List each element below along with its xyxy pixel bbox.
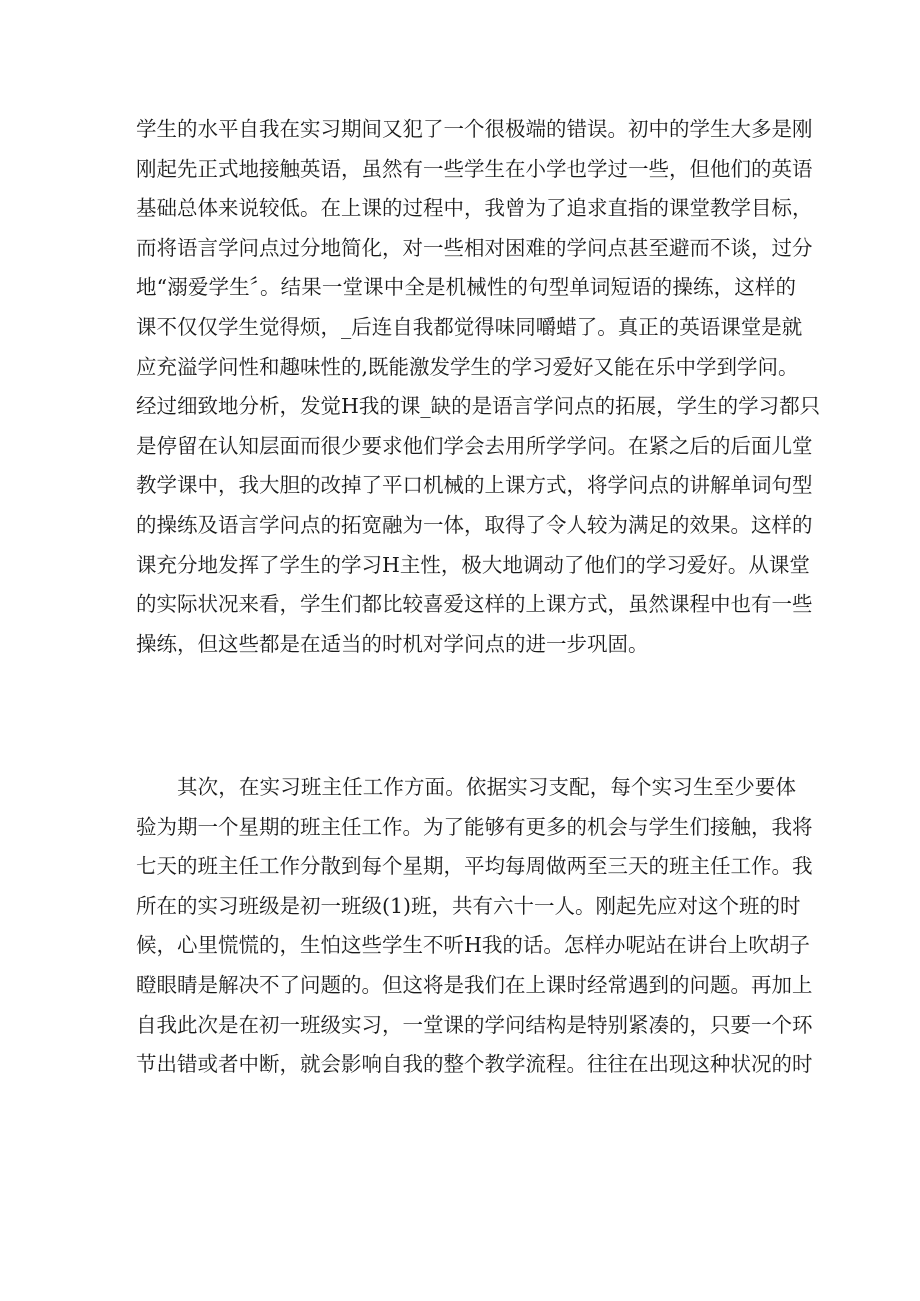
paragraph-2 <box>136 768 813 1085</box>
paragraph-1-line: 的实际状况来看，学生们都比较喜爱这样的上课方式，虽然课程中也有一些 <box>136 592 813 617</box>
paragraph-2-line: 自我此次是在初一班级实习，一堂课的学问结构是特别紧凑的，只要一个环 <box>136 1012 813 1037</box>
paragraph-1-line: 而将语言学问点过分地简化，对一些相对困难的学问点甚至避而不谈，过分 <box>136 235 813 260</box>
paragraph-1 <box>136 110 821 664</box>
paragraph-1-line: 地“溺爱学生〞。结果一堂课中全是机械性的句型单词短语的操练，这样的 <box>136 275 796 300</box>
paragraph-1-line: 经过细致地分析，发觉H我的课_缺的是语言学问点的拓展，学生的学习都只 <box>136 394 821 419</box>
paragraph-2-line: 其次，在实习班主任工作方面。依据实习支配，每个实习生至少要体 <box>177 775 796 799</box>
paragraph-1-line: 教学课中，我大胆的改掉了平口机械的上课方式，将学问点的讲解单词句型 <box>136 473 813 498</box>
paragraph-1-line: 基础总体来说较低。在上课的过程中，我曾为了追求直指的课堂教学目标， <box>136 196 813 221</box>
paragraph-1-line: 操练，但这些都是在适当的时机对学问点的进一步巩固。 <box>136 631 649 656</box>
paragraph-2-line: 验为期一个星期的班主任工作。为了能够有更多的机会与学生们接触，我将 <box>136 814 813 839</box>
paragraph-2-line: 七天的班主任工作分散到每个星期，平均每周做两至三天的班主任工作。我 <box>136 854 813 879</box>
paragraph-1-line: 是停留在认知层面而很少要求他们学会去用所学学问。在紧之后的后面儿堂 <box>136 433 813 458</box>
paragraph-1-line: 课充分地发挥了学生的学习H主性，极大地调动了他们的学习爱好。从课堂 <box>136 552 810 577</box>
paragraph-1-line: 课不仅仅学生觉得烦，_后连自我都觉得味同嚼蜡了。真正的英语课堂是就 <box>136 314 803 339</box>
paragraph-1-line: 应充溢学问性和趣味性的,既能激发学生的学习爱好又能在乐中学到学问。 <box>136 354 799 379</box>
paragraph-2-line: 所在的实习班级是初一班级(1)班，共有六十一人。刚起先应对这个班的时 <box>136 893 801 918</box>
paragraph-1-line: 的操练及语言学问点的拓宽融为一体，取得了令人较为满足的效果。这样的 <box>136 512 813 537</box>
paragraph-2-line: 节出错或者中断，就会影响自我的整个教学流程。往往在出现这种状况的时 <box>136 1052 813 1077</box>
paragraph-2-line: 候，心里慌慌的，生怕这些学生不听H我的话。怎样办呢站在讲台上吹胡子 <box>136 933 810 958</box>
paragraph-2-line: 瞪眼睛是解决不了问题的。但这将是我们在上课时经常遇到的问题。再加上 <box>136 972 813 997</box>
paragraph-1-line: 刚起先正式地接触英语，虽然有一些学生在小学也学过一些，但他们的英语 <box>136 156 813 181</box>
paragraph-1-line: 学生的水平自我在实习期间又犯了一个很极端的错误。初中的学生大多是刚 <box>136 117 813 141</box>
